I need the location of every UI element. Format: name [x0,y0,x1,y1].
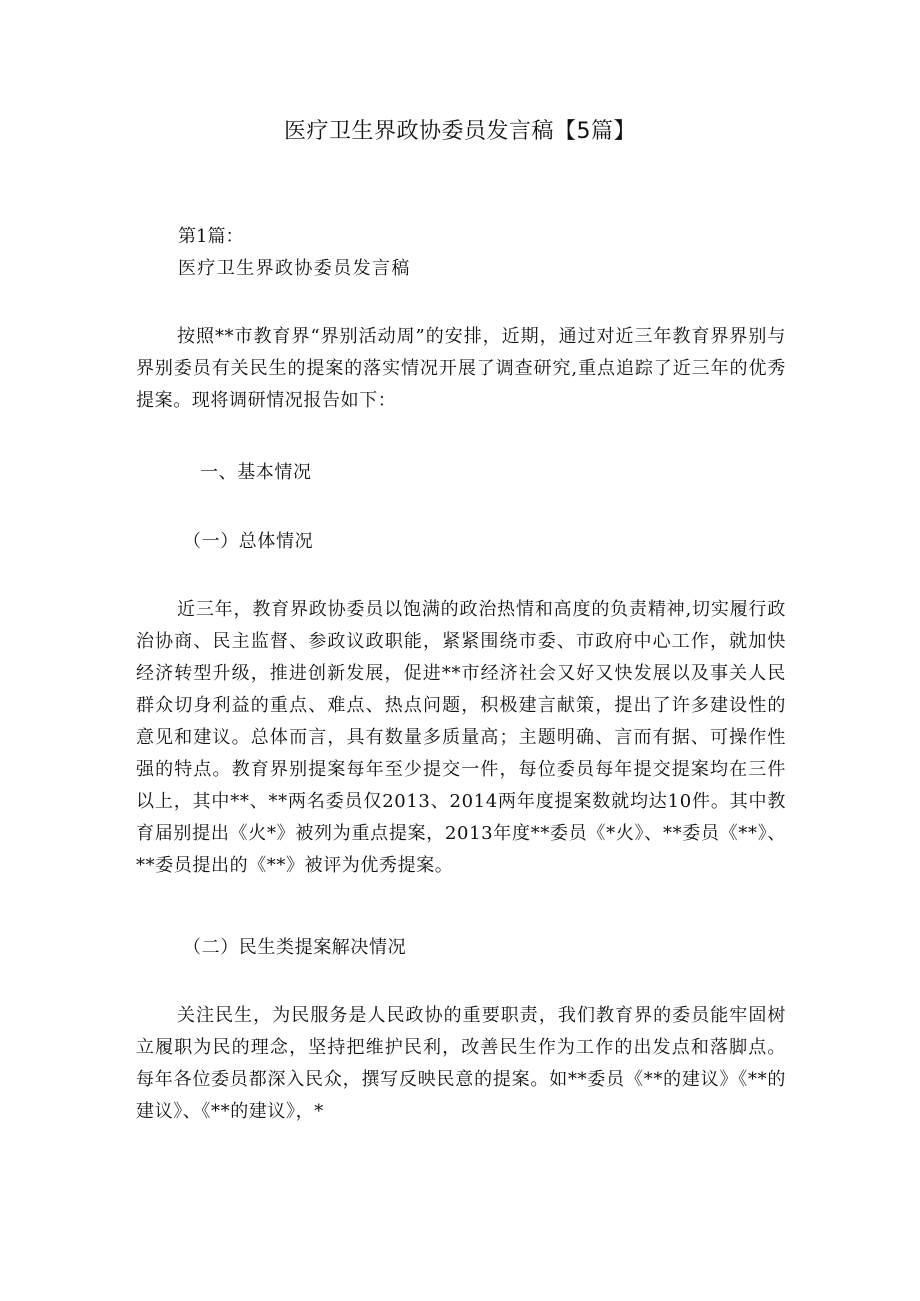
overall-paragraph: 近三年，教育界政协委员以饱满的政治热情和高度的负责精神,切实履行政治协商、民主监督、参政议政职能，紧紧围绕市委、市政府中心工作，就加快经济转型升级，推进创新发展，促进**市经济社会又好又快发展以及事关人民群众切身利益的重点、难点、热点问题，积极建言献策，提出了许多建设性的意见和建议。总体而言，具有数量多质量高；主题明确、言而有据、可操作性强的特点。教育界别提案每年至少提交一件，每位委员每年提交提案均在三件以上，其中**、**两名委员仅2013、2014两年度提案数就均达10件。其中教育届别提出《火*》被列为重点提案，2013年度**委员《*火》、**委员《**》、**委员提出的《**》被评为优秀提案。 [136,599,786,876]
intro-paragraph: 按照**市教育界“界别活动周”的安排，近期，通过对近三年教育界界别与界别委员有关民生的提案的落实情况开展了调查研究,重点追踪了近三年的优秀提案。现将调研情况报告如下： [136,326,786,411]
subsection-heading-overall: （一）总体情况 [183,531,314,552]
subsection-heading-livelihood: （二）民生类提案解决情况 [183,937,407,958]
part-title: 医疗卫生界政协委员发言稿 [178,258,411,279]
document-title: 医疗卫生界政协委员发言稿【5篇】 [284,119,636,144]
livelihood-paragraph: 关注民生，为民服务是人民政协的重要职责，我们教育界的委员能牢固树立履职为民的理念，坚持把维护民利，改善民生作为工作的出发点和落脚点。每年各位委员都深入民众，撰写反映民意的提案。如**委员《**的建议》《**的建议》、《**的建议》，* [136,1005,786,1122]
part-label: 第1篇： [178,226,244,247]
section-heading-basic: 一、基本情况 [200,462,312,483]
